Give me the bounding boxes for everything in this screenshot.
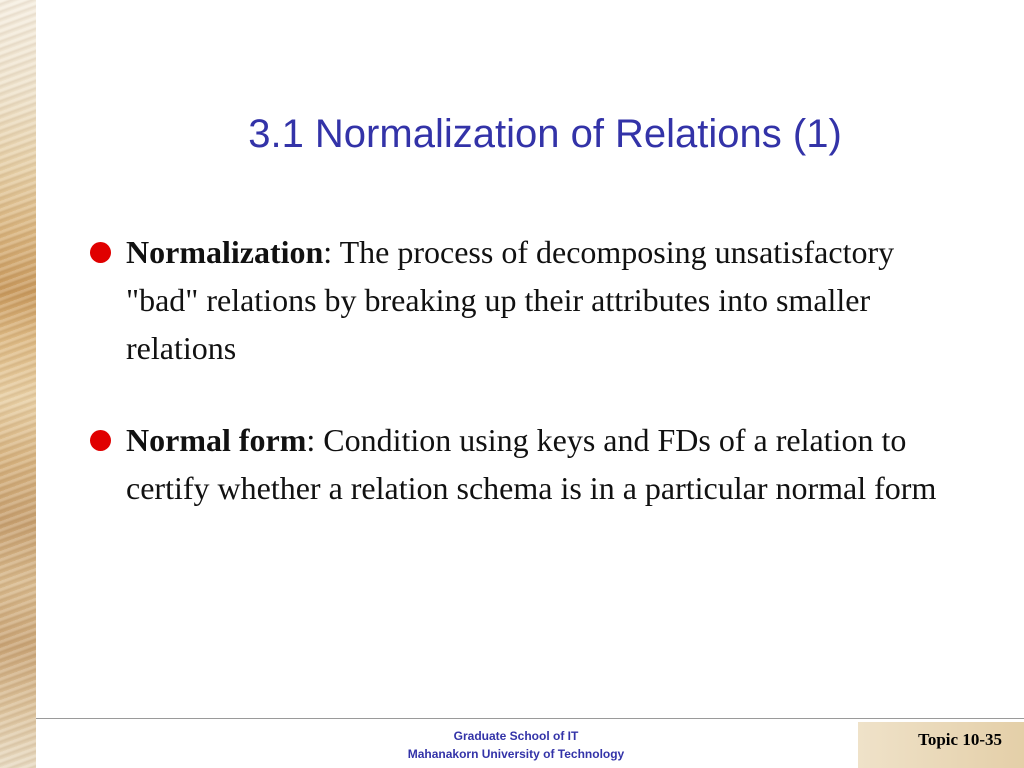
bullet-item [88,228,958,372]
bullet-term: Normalization [126,234,324,270]
footer-institution-line1: Graduate School of IT [453,729,579,743]
bullet-dot-icon [90,242,111,263]
topic-badge [858,722,1024,768]
footer-institution [336,727,696,763]
bullet-text: : The process of decomposing unsatisfactory "bad" relations by breaking up their attributes into smaller relations [126,234,895,366]
bullet-list [88,228,958,556]
footer-institution-line2: Mahanakorn University of Technology [407,747,625,761]
slide-title: 3.1 Normalization of Relations (1) [248,112,842,156]
bullet-text: : Condition using keys and FDs of a relation to certify whether a relation schema is in a particular normal form [126,422,937,506]
topic-label: Topic 10-35 [918,730,1002,749]
bullet-dot-icon [90,430,111,451]
bullet-term: Normal form [126,422,307,458]
bullet-item [88,416,958,512]
decorative-side-image [0,0,36,768]
footer-divider [36,718,1024,719]
